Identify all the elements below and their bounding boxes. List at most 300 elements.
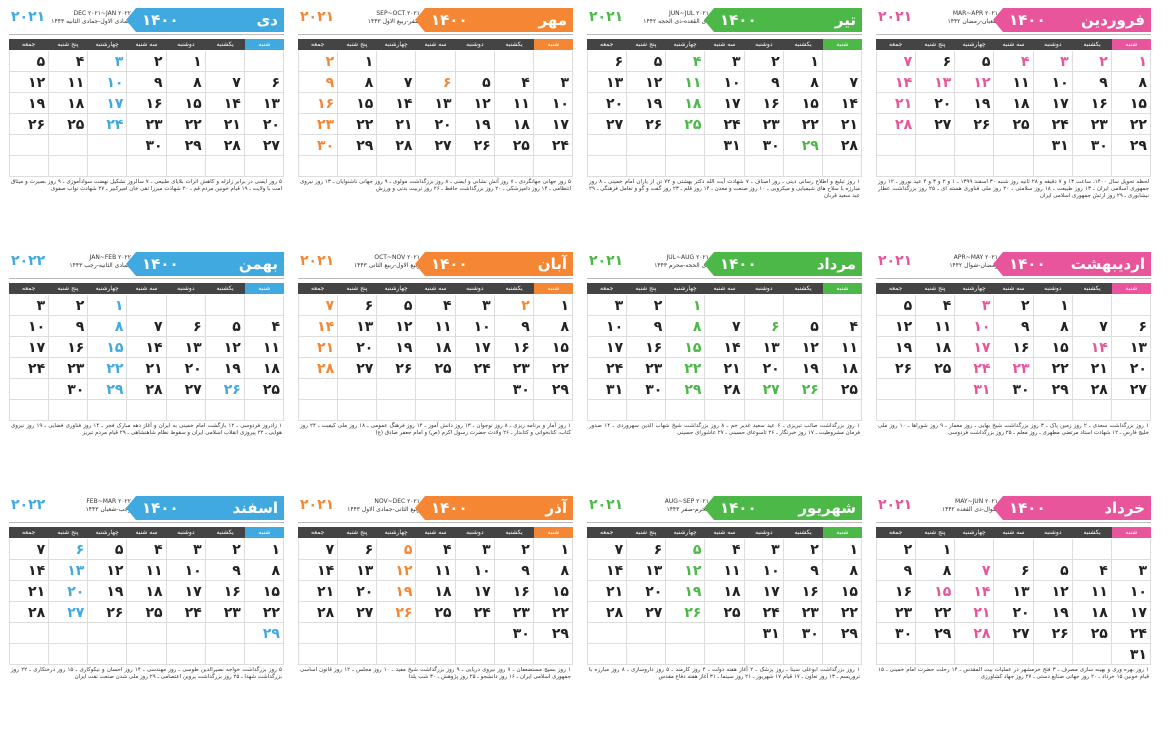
solar-day: ۲۵ [512,138,530,154]
month-header [298,250,573,279]
solar-day: ۲۴ [106,117,124,133]
solar-day: ۶ [443,75,452,91]
solar-day: ۱۰ [723,75,741,91]
month-events: ۱ روز بزرگداشت ابوعلی سینا ـ روز پزشک ـ ۲ آغاز هفته دولت ـ ۴ روز کارمند ـ ۵ روز داروسازی ـ ۸ روز مبارزه با تروریسم ـ ۱۳ روز تعاون ـ ۱۷ قیام ۱۷ شهریور ـ ۲۱ روز سینما ـ ۳۱ آغاز هفته دفاع مقدس [589,667,861,680]
day-cell [745,295,784,316]
gregorian-range: AUG~SEP ۲۰۲۱ [664,498,709,505]
gregorian-range: NOV~DEC ۲۰۲۱ [374,498,420,505]
solar-day: ۲۹ [1051,382,1069,398]
day-cell [534,51,573,72]
solar-day: ۳ [1138,563,1147,579]
day-cell [10,156,49,177]
day-cell [127,93,166,114]
solar-day: ۲۵ [723,605,741,621]
solar-day: ۱۱ [434,319,452,335]
solar-day: ۵ [403,542,413,558]
day-cell [456,295,495,316]
day-cell [299,358,338,379]
solar-day: ۲۵ [1012,117,1030,133]
day-cell [206,400,245,421]
weekday-label: دوشنبه [177,285,195,292]
day-cell [1073,379,1112,400]
solar-day: ۳۰ [1012,382,1030,398]
solar-day: ۳۰ [801,626,819,642]
gregorian-year: ۲۰۲۱ [878,497,913,513]
weekday-label: سه شنبه [135,41,158,48]
solar-day: ۱۶ [895,584,913,600]
day-cell [916,400,955,421]
day-cell [666,316,705,337]
day-cell [1112,295,1151,316]
solar-day: ۲۵ [934,361,952,377]
day-cell [10,51,49,72]
day-cell [745,539,784,560]
solar-day: ۱۲ [973,75,991,91]
solar-day: ۱۲ [28,75,46,91]
day-cell [245,93,284,114]
day-cell [49,581,88,602]
weekday-header [876,283,1151,294]
day-cell [10,135,49,156]
solar-day: ۲۳ [645,361,663,377]
day-cell [495,316,534,337]
day-cell [1112,379,1151,400]
solar-day: ۸ [942,563,952,579]
day-cell [705,358,744,379]
day-cell [377,72,416,93]
day-cell [745,337,784,358]
hijri-range: رجب-شعبان ۱۴۴۳ [85,506,131,513]
solar-day: ۳۱ [1051,138,1069,154]
day-cell [206,135,245,156]
weekday-label: سه شنبه [424,41,447,48]
solar-day: ۲۸ [723,382,741,398]
day-grid [9,539,284,665]
solar-day: ۳ [614,298,624,314]
weekday-label: پنج شنبه [924,285,946,292]
solar-day: ۴ [1021,54,1030,70]
weekday-header [298,283,573,294]
day-cell [338,581,377,602]
solar-day: ۹ [810,563,819,579]
day-cell [1034,539,1073,560]
solar-day: ۲۲ [106,361,124,377]
day-cell [994,581,1033,602]
day-cell [534,539,573,560]
day-cell [666,602,705,623]
solar-day: ۵ [1060,563,1069,579]
day-grid [876,539,1151,665]
month-card [587,6,862,242]
day-cell [338,602,377,623]
solar-day: ۱۹ [223,361,241,377]
day-cell [588,93,627,114]
day-cell [206,539,245,560]
solar-day: ۱۱ [1012,75,1030,91]
weekday-label: چهارشنبه [962,285,986,292]
day-cell [338,337,377,358]
day-cell [338,539,377,560]
solar-year: ۱۴۰۰ [431,11,468,29]
day-cell [916,644,955,665]
month-events: ۱ روز آمار و برنامه ریزی ـ ۸ روز نوجوان ـ ۱۳ روز دانش آموز ـ ۱۴ روز فرهنگ عمومی ـ ۱۸ روز ملی کیفیت ـ ۲۴ روز کتاب، کتابخوانی و کتابدار ـ ۲۶ ولادت حضرت رسول اکرم (ص) و امام جعفر صادق (ع) [300,423,571,436]
weekday-header [9,39,284,50]
day-cell [627,135,666,156]
weekday-label: یکشنبه [216,529,234,536]
day-cell [784,156,823,177]
solar-day: ۳ [36,298,46,314]
solar-day: ۱۰ [28,319,46,335]
day-cell [167,581,206,602]
solar-day: ۲۷ [645,605,663,621]
day-cell [377,135,416,156]
solar-day: ۲۰ [356,340,374,356]
solar-day: ۲۸ [317,605,335,621]
day-cell [588,400,627,421]
day-cell [534,337,573,358]
day-cell [666,539,705,560]
day-cell [955,358,994,379]
day-cell [245,644,284,665]
day-cell [823,379,862,400]
day-cell [745,644,784,665]
solar-day: ۳ [482,542,491,558]
solar-day: ۱۹ [801,361,819,377]
solar-day: ۱۷ [1051,96,1069,112]
solar-day: ۲۱ [145,361,163,377]
solar-day: ۱۵ [684,340,702,356]
hijri-range: ربیع الثانی-جمادی الاول ۱۴۴۳ [347,506,420,513]
day-cell [955,93,994,114]
day-cell [10,644,49,665]
day-grid [298,51,573,177]
solar-day: ۴ [75,54,85,70]
month-subtitle [629,498,709,514]
solar-day: ۱۴ [145,340,163,356]
month-title-band [136,8,284,32]
weekday-label: شنبه [534,39,573,50]
solar-day: ۱۶ [512,340,530,356]
day-cell [416,581,455,602]
day-cell [338,51,377,72]
solar-day: ۱۱ [934,319,952,335]
day-cell [588,316,627,337]
month-name: مرداد [816,255,856,273]
solar-day: ۲۲ [184,117,202,133]
solar-day: ۳۰ [145,138,163,154]
day-cell [299,93,338,114]
day-cell [49,358,88,379]
solar-day: ۸ [692,319,702,335]
day-cell [299,602,338,623]
weekday-label: پنج شنبه [635,529,657,536]
day-cell [88,114,127,135]
day-cell [1112,114,1151,135]
gregorian-range: JUN~JUL ۲۰۲۱ [669,10,709,17]
day-cell [88,379,127,400]
solar-day: ۳۰ [512,382,530,398]
hijri-range: شوال-ذی القعده ۱۴۴۲ [941,506,998,513]
day-cell [1073,295,1112,316]
solar-day: ۸ [193,75,202,91]
solar-day: ۷ [403,75,413,91]
day-cell [877,156,916,177]
month-events: ۱ روز بهره وری و بهینه سازی مصرف ـ ۳ فتح خرمشهر در عملیات بیت المقدس ـ ۱۴ رحلت حضرت امام خمینی ـ ۱۵ قیام خونین ۱۵ خرداد ـ ۲۰ روز جهانی صنایع دستی ـ ۲۷ روز جهاد کشاورزی [878,667,1149,680]
month-header [876,494,1151,523]
weekday-label: جمعه [888,41,903,48]
solar-day: ۱۹ [1051,605,1069,621]
day-cell [377,539,416,560]
solar-day: ۷ [36,542,46,558]
solar-day: ۱۴ [895,75,913,91]
solar-day: ۲۰ [434,117,452,133]
weekday-label: چهارشنبه [962,41,986,48]
solar-day: ۹ [75,319,85,335]
weekday-label: چهارشنبه [962,529,986,536]
weekday-label: چهارشنبه [95,529,119,536]
weekday-label: یکشنبه [1083,285,1101,292]
weekday-label: دوشنبه [755,41,773,48]
day-cell [877,560,916,581]
month-events: ۱ روز تبلیغ و اطلاع رسانی دینی ـ روز اصناف ـ ۷ شهادت آیت الله دکتر بهشتی و ۷۲ تن از یاران امام خمینی ـ ۸ روز مبارزه با سلاح های شیمیایی و میکروبی ـ ۱۰ روز صنعت و معدن ـ ۱۴ روز قلم ـ ۲۳ روز گفت و گو و تعامل فرهنگی ـ ۲۹ عید سعید قربان [589,179,860,199]
day-cell [745,114,784,135]
month-events: ۱ روز بزرگداشت سعدی ـ ۲ روز زمین پاک ـ ۳ روز بزرگداشت شیخ بهایی ـ روز معمار ـ ۹ روز شوراها ـ ۱۰ روز ملی خلیج فارس ـ ۱۲ شهادت استاد مرتضی مطهری ـ روز معلم ـ ۲۵ روز بزرگداشت فردوسی [878,423,1149,436]
hijri-range: صفر-ربیع الاول ۱۴۴۳ [367,18,420,25]
day-cell [127,379,166,400]
day-cell [377,602,416,623]
day-cell [955,316,994,337]
solar-day: ۲۶ [28,117,46,133]
weekday-label: چهارشنبه [673,285,697,292]
solar-day: ۱۱ [1090,584,1108,600]
day-cell [916,93,955,114]
day-cell [49,560,88,581]
hijri-range: ذی القعده-ذی الحجه ۱۴۴۲ [643,18,709,25]
solar-day: ۲ [771,54,780,70]
month-subtitle [340,10,420,26]
solar-day: ۵ [232,319,241,335]
solar-day: ۳۰ [512,626,530,642]
month-subtitle [51,254,131,270]
hijri-range: جمادی الثانیه-رجب ۱۴۴۳ [69,262,131,269]
day-cell [823,539,862,560]
day-cell [1073,316,1112,337]
day-cell [377,156,416,177]
weekday-label: چهارشنبه [384,529,408,536]
day-cell [167,337,206,358]
day-cell [1034,93,1073,114]
month-title-band [714,252,862,276]
day-cell [705,316,744,337]
solar-day: ۲۳ [145,117,163,133]
day-cell [666,337,705,358]
solar-day: ۲۶ [473,138,491,154]
day-cell [127,644,166,665]
day-cell [1112,400,1151,421]
solar-day: ۱۸ [1012,96,1030,112]
day-cell [206,623,245,644]
solar-day: ۲۶ [973,117,991,133]
weekday-label: سه شنبه [1002,41,1025,48]
day-cell [10,72,49,93]
solar-year: ۱۴۰۰ [142,499,179,517]
solar-day: ۱۶ [1012,340,1030,356]
day-cell [495,581,534,602]
day-cell [955,560,994,581]
day-cell [823,644,862,665]
solar-day: ۲۷ [1012,626,1030,642]
day-cell [338,560,377,581]
solar-day: ۶ [1021,563,1030,579]
day-cell [955,379,994,400]
day-cell [416,560,455,581]
weekday-label: پنج شنبه [924,41,946,48]
day-cell [705,295,744,316]
gregorian-year: ۲۰۲۱ [589,253,624,269]
day-cell [245,581,284,602]
day-cell [495,72,534,93]
solar-day: ۱۹ [28,96,46,112]
weekday-label: سه شنبه [1002,529,1025,536]
day-cell [377,400,416,421]
day-cell [206,93,245,114]
hijri-range: محرم-صفر ۱۴۴۳ [666,506,709,513]
weekday-label: شنبه [1112,283,1151,294]
month-card [298,6,573,242]
month-title-band [425,496,573,520]
solar-day: ۵ [482,75,491,91]
day-cell [1073,539,1112,560]
solar-day: ۱ [114,298,124,314]
weekday-label: شنبه [1112,527,1151,538]
day-cell [49,72,88,93]
month-header [9,6,284,35]
day-cell [10,93,49,114]
weekday-label: پنج شنبه [346,285,368,292]
day-cell [88,72,127,93]
day-cell [1112,539,1151,560]
solar-day: ۲۴ [473,361,491,377]
day-cell [823,560,862,581]
day-cell [127,539,166,560]
solar-day: ۱۴ [723,340,741,356]
day-cell [245,358,284,379]
day-cell [823,72,862,93]
month-card [9,494,284,730]
solar-day: ۵ [810,319,819,335]
day-cell [588,295,627,316]
day-cell [1073,156,1112,177]
day-cell [1073,358,1112,379]
day-cell [745,560,784,581]
day-cell [88,135,127,156]
day-cell [456,602,495,623]
day-cell [206,114,245,135]
solar-day: ۷ [232,75,241,91]
solar-day: ۲۱ [28,584,46,600]
day-cell [627,337,666,358]
day-cell [245,51,284,72]
day-cell [338,316,377,337]
solar-day: ۱۷ [551,117,569,133]
solar-day: ۲۹ [801,138,819,154]
day-cell [245,539,284,560]
day-cell [1034,337,1073,358]
solar-day: ۱۹ [684,584,702,600]
day-cell [338,379,377,400]
weekday-label: سه شنبه [424,285,447,292]
weekday-label: جمعه [888,285,903,292]
solar-day: ۹ [1099,75,1108,91]
solar-day: ۷ [154,319,163,335]
day-cell [534,602,573,623]
day-cell [666,114,705,135]
month-card [9,6,284,242]
weekday-label: شنبه [823,527,862,538]
day-cell [127,295,166,316]
day-cell [627,581,666,602]
day-cell [588,51,627,72]
solar-day: ۱۷ [473,340,491,356]
day-cell [916,379,955,400]
day-cell [206,379,245,400]
day-cell [588,560,627,581]
solar-day: ۱ [560,542,569,558]
day-cell [823,400,862,421]
solar-day: ۲۱ [973,605,991,621]
day-cell [49,93,88,114]
solar-day: ۹ [521,563,530,579]
day-cell [1034,623,1073,644]
day-cell [167,358,206,379]
day-cell [127,602,166,623]
day-cell [1034,358,1073,379]
solar-day: ۲۷ [934,117,952,133]
day-cell [823,316,862,337]
day-cell [88,581,127,602]
day-cell [10,295,49,316]
solar-day: ۱۶ [67,340,85,356]
gregorian-range: OCT~NOV ۲۰۲۱ [374,254,420,261]
solar-day: ۲۶ [895,361,913,377]
solar-day: ۱۸ [145,584,163,600]
day-cell [955,337,994,358]
month-subtitle [918,10,998,26]
day-cell [1073,560,1112,581]
weekday-label: یکشنبه [216,41,234,48]
day-cell [456,379,495,400]
day-cell [534,295,573,316]
solar-day: ۱ [1138,54,1147,70]
gregorian-year: ۲۰۲۱ [589,497,624,513]
day-cell [1034,114,1073,135]
day-cell [666,358,705,379]
solar-day: ۲۷ [434,138,452,154]
day-grid [876,295,1151,421]
day-cell [745,316,784,337]
month-card [9,250,284,486]
day-grid [587,295,862,421]
solar-day: ۲ [1099,54,1108,70]
solar-day: ۲۴ [28,361,46,377]
day-cell [955,400,994,421]
gregorian-year: ۲۰۲۲ [11,253,46,269]
solar-day: ۱۵ [356,96,374,112]
month-card [298,250,573,486]
day-cell [1034,560,1073,581]
day-cell [784,581,823,602]
solar-day: ۱۷ [28,340,46,356]
